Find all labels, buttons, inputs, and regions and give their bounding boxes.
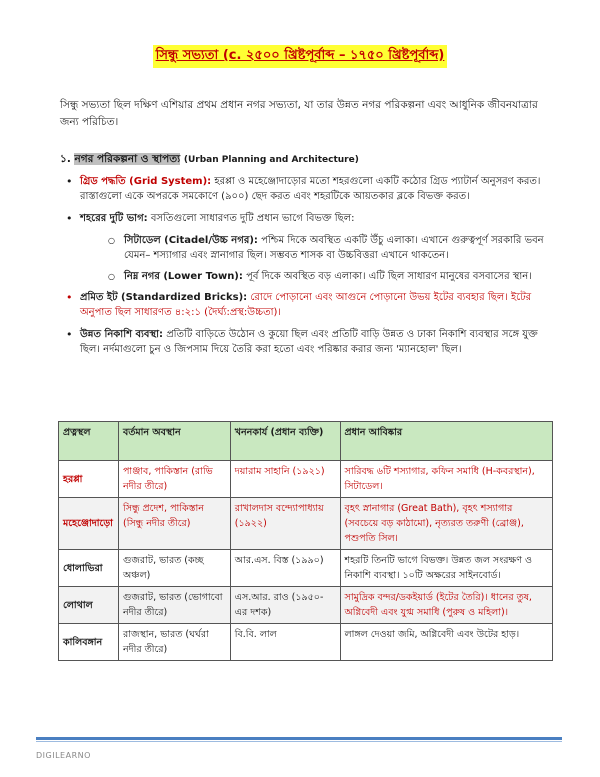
cell-location: রাজস্থান, ভারত (ঘর্ঘরা নদীর তীরে) [118, 624, 230, 661]
list-item [60, 174, 560, 204]
cell-excavator: রাখালদাস বন্দ্যোপাধ্যায় (১৯২২) [230, 498, 340, 550]
cell-excavator: বি.বি. লাল [230, 624, 340, 661]
bullet-list [60, 174, 560, 364]
header-discovery: প্রধান আবিষ্কার [340, 422, 552, 461]
header-excavator: খননকার্য (প্রধান ব্যক্তি) [230, 422, 340, 461]
bullet-icon: • [66, 212, 73, 225]
sites-table [58, 421, 553, 661]
section-number: ১. [60, 153, 71, 165]
list-item [60, 290, 560, 320]
cell-location: গুজরাট, ভারত (ভোগাবো নদীর তীরে) [118, 587, 230, 624]
table-row [59, 498, 553, 550]
section-heading [60, 152, 359, 169]
bullet-text: রোদে পোড়ানো এবং আগুনে পোড়ানো উভয় ইটের ব্যবহার ছিল। ইটের অনুপাত ছিল সাধারণত ৪:২:১ (দৈর্ঘ্য:প্রস্থ:উচ্চতা)। [80, 292, 532, 318]
header-site: প্রত্নস্থল [59, 422, 119, 461]
table-row [59, 587, 553, 624]
cell-discovery: সামুদ্রিক বন্দর/ডকইয়ার্ড (ইটের তৈরি)। ধানের তুষ, অগ্নিবেদী এবং যুগ্ম সমাধি (পুরুষ ও মহিলা)। [340, 587, 552, 624]
sub-label: সিটাডেল (Citadel/উচ্চ নগর): [124, 235, 258, 246]
bullet-text: বসতিগুলো সাধারণত দুটি প্রধান ভাগে বিভক্ত ছিল: [150, 213, 355, 224]
title-wrap [0, 44, 600, 68]
table-row [59, 624, 553, 661]
cell-excavator: এস.আর. রাও (১৯৫০-এর দশক) [230, 587, 340, 624]
footer-brand: DIGILEARNO [36, 751, 91, 760]
section-title: নগর পরিকল্পনা ও স্থাপত্য [74, 153, 181, 165]
bullet-icon: • [66, 175, 73, 188]
bullet-label: প্রমিত ইট (Standardized Bricks): [80, 292, 248, 303]
list-item [60, 327, 560, 357]
circle-bullet-icon: ○ [108, 272, 115, 281]
bullet-label: শহরের দুটি ভাগ: [80, 213, 148, 224]
page-title: সিন্ধু সভ্যতা (c. ২৫০০ খ্রিষ্টপূর্বাব্দ – ১৭৫০ খ্রিষ্টপূর্বাব্দ) [153, 45, 448, 68]
table-row [59, 461, 553, 498]
cell-site: কালিবঙ্গান [59, 624, 119, 661]
bullet-text: হরপ্পা ও মহেঞ্জোদাড়োর মতো শহরগুলো একটি কঠোর গ্রিড প্যাটার্ন অনুসরণ করত। রাস্তাগুলো একে অপরকে সমকোণে (৯০০) ছেদ করত এবং শহরটিকে আয়তকার ব্লকে বিভক্ত করত। [80, 176, 541, 202]
cell-excavator: আর.এস. বিস্ত (১৯৯০) [230, 550, 340, 587]
cell-discovery: শহরটি তিনটি ভাগে বিভক্ত। উন্নত জল সংরক্ষণ ও নিকাশি ব্যবস্থা। ১০টি অক্ষরের সাইনবোর্ড। [340, 550, 552, 587]
cell-discovery: বৃহৎ স্নানাগার (Great Bath), বৃহৎ শস্যাগার (সবচেয়ে বড় কাঠামো), নৃত্যরত তরুণী (ব্রোঞ্জ), পশুপতি সিল। [340, 498, 552, 550]
cell-discovery: সারিবদ্ধ ৬টি শস্যাগার, কফিন সমাধি (H-কবরস্থান), সিটাডেল। [340, 461, 552, 498]
sub-label: নিম্ন নগর (Lower Town): [124, 271, 243, 282]
bullet-text: প্রতিটি বাড়িতে উঠোন ও কুয়ো ছিল এবং প্রতিটি বাড়ি উন্নত ও ঢাকা নিকাশি ব্যবস্থার সঙ্গে যুক্ত ছিল। নর্দমাগুলো চুন ও জিপসাম দিয়ে তৈরি করা হতো এবং পরিষ্কার করার জন্য 'ম্যানহোল' ছিল। [80, 329, 538, 355]
intro-paragraph: সিন্ধু সভ্যতা ছিল দক্ষিণ এশিয়ার প্রথম প্রধান নগর সভ্যতা, যা তার উন্নত নগর পরিকল্পনা এবং আধুনিক জীবনযাত্রার জন্য পরিচিত। [60, 99, 538, 128]
cell-site: ধোলাভিরা [59, 550, 119, 587]
bullet-label: গ্রিড পদ্ধতি (Grid System): [80, 176, 212, 187]
list-item [60, 211, 560, 226]
bullet-label: উন্নত নিকাশি ব্যবস্থা: [80, 329, 164, 340]
cell-location: গুজরাট, ভারত (কচ্ছ অঞ্চল) [118, 550, 230, 587]
table-header-row [59, 422, 553, 461]
cell-site: হরপ্পা [59, 461, 119, 498]
sub-text: পূর্ব দিকে অবস্থিত বড় এলাকা। এটি ছিল সাধারণ মানুষের বসবাসের স্থান। [246, 271, 532, 282]
section-title-en: (Urban Planning and Architecture) [183, 155, 359, 165]
circle-bullet-icon: ○ [108, 236, 115, 245]
sub-list-item [60, 233, 560, 263]
bullet-icon: • [66, 291, 73, 304]
cell-site: লোথাল [59, 587, 119, 624]
cell-discovery: লাঙ্গল দেওয়া জমি, অগ্নিবেদী এবং উটের হাড়। [340, 624, 552, 661]
sub-text: পশ্চিম দিকে অবস্থিত একটি উঁচু এলাকা। এখানে গুরুত্বপূর্ণ সরকারি ভবন যেমন– শস্যাগার এবং স্নানাগার ছিল। সম্ভবত শাসক বা উচ্চবিত্তরা এখানে থাকতেন। [124, 235, 544, 261]
sub-list-item [60, 269, 560, 284]
footer-divider [36, 737, 562, 740]
cell-location: সিন্ধু প্রদেশ, পাকিস্তান (সিন্ধু নদীর তীরে) [118, 498, 230, 550]
bullet-icon: • [66, 328, 73, 341]
cell-site: মহেঞ্জোদাড়ো [59, 498, 119, 550]
footer-divider-thin [36, 741, 562, 742]
table-row [59, 550, 553, 587]
cell-location: পাঞ্জাব, পাকিস্তান (রাভি নদীর তীরে) [118, 461, 230, 498]
header-location: বর্তমান অবস্থান [118, 422, 230, 461]
cell-excavator: দয়ারাম সাহানি (১৯২১) [230, 461, 340, 498]
